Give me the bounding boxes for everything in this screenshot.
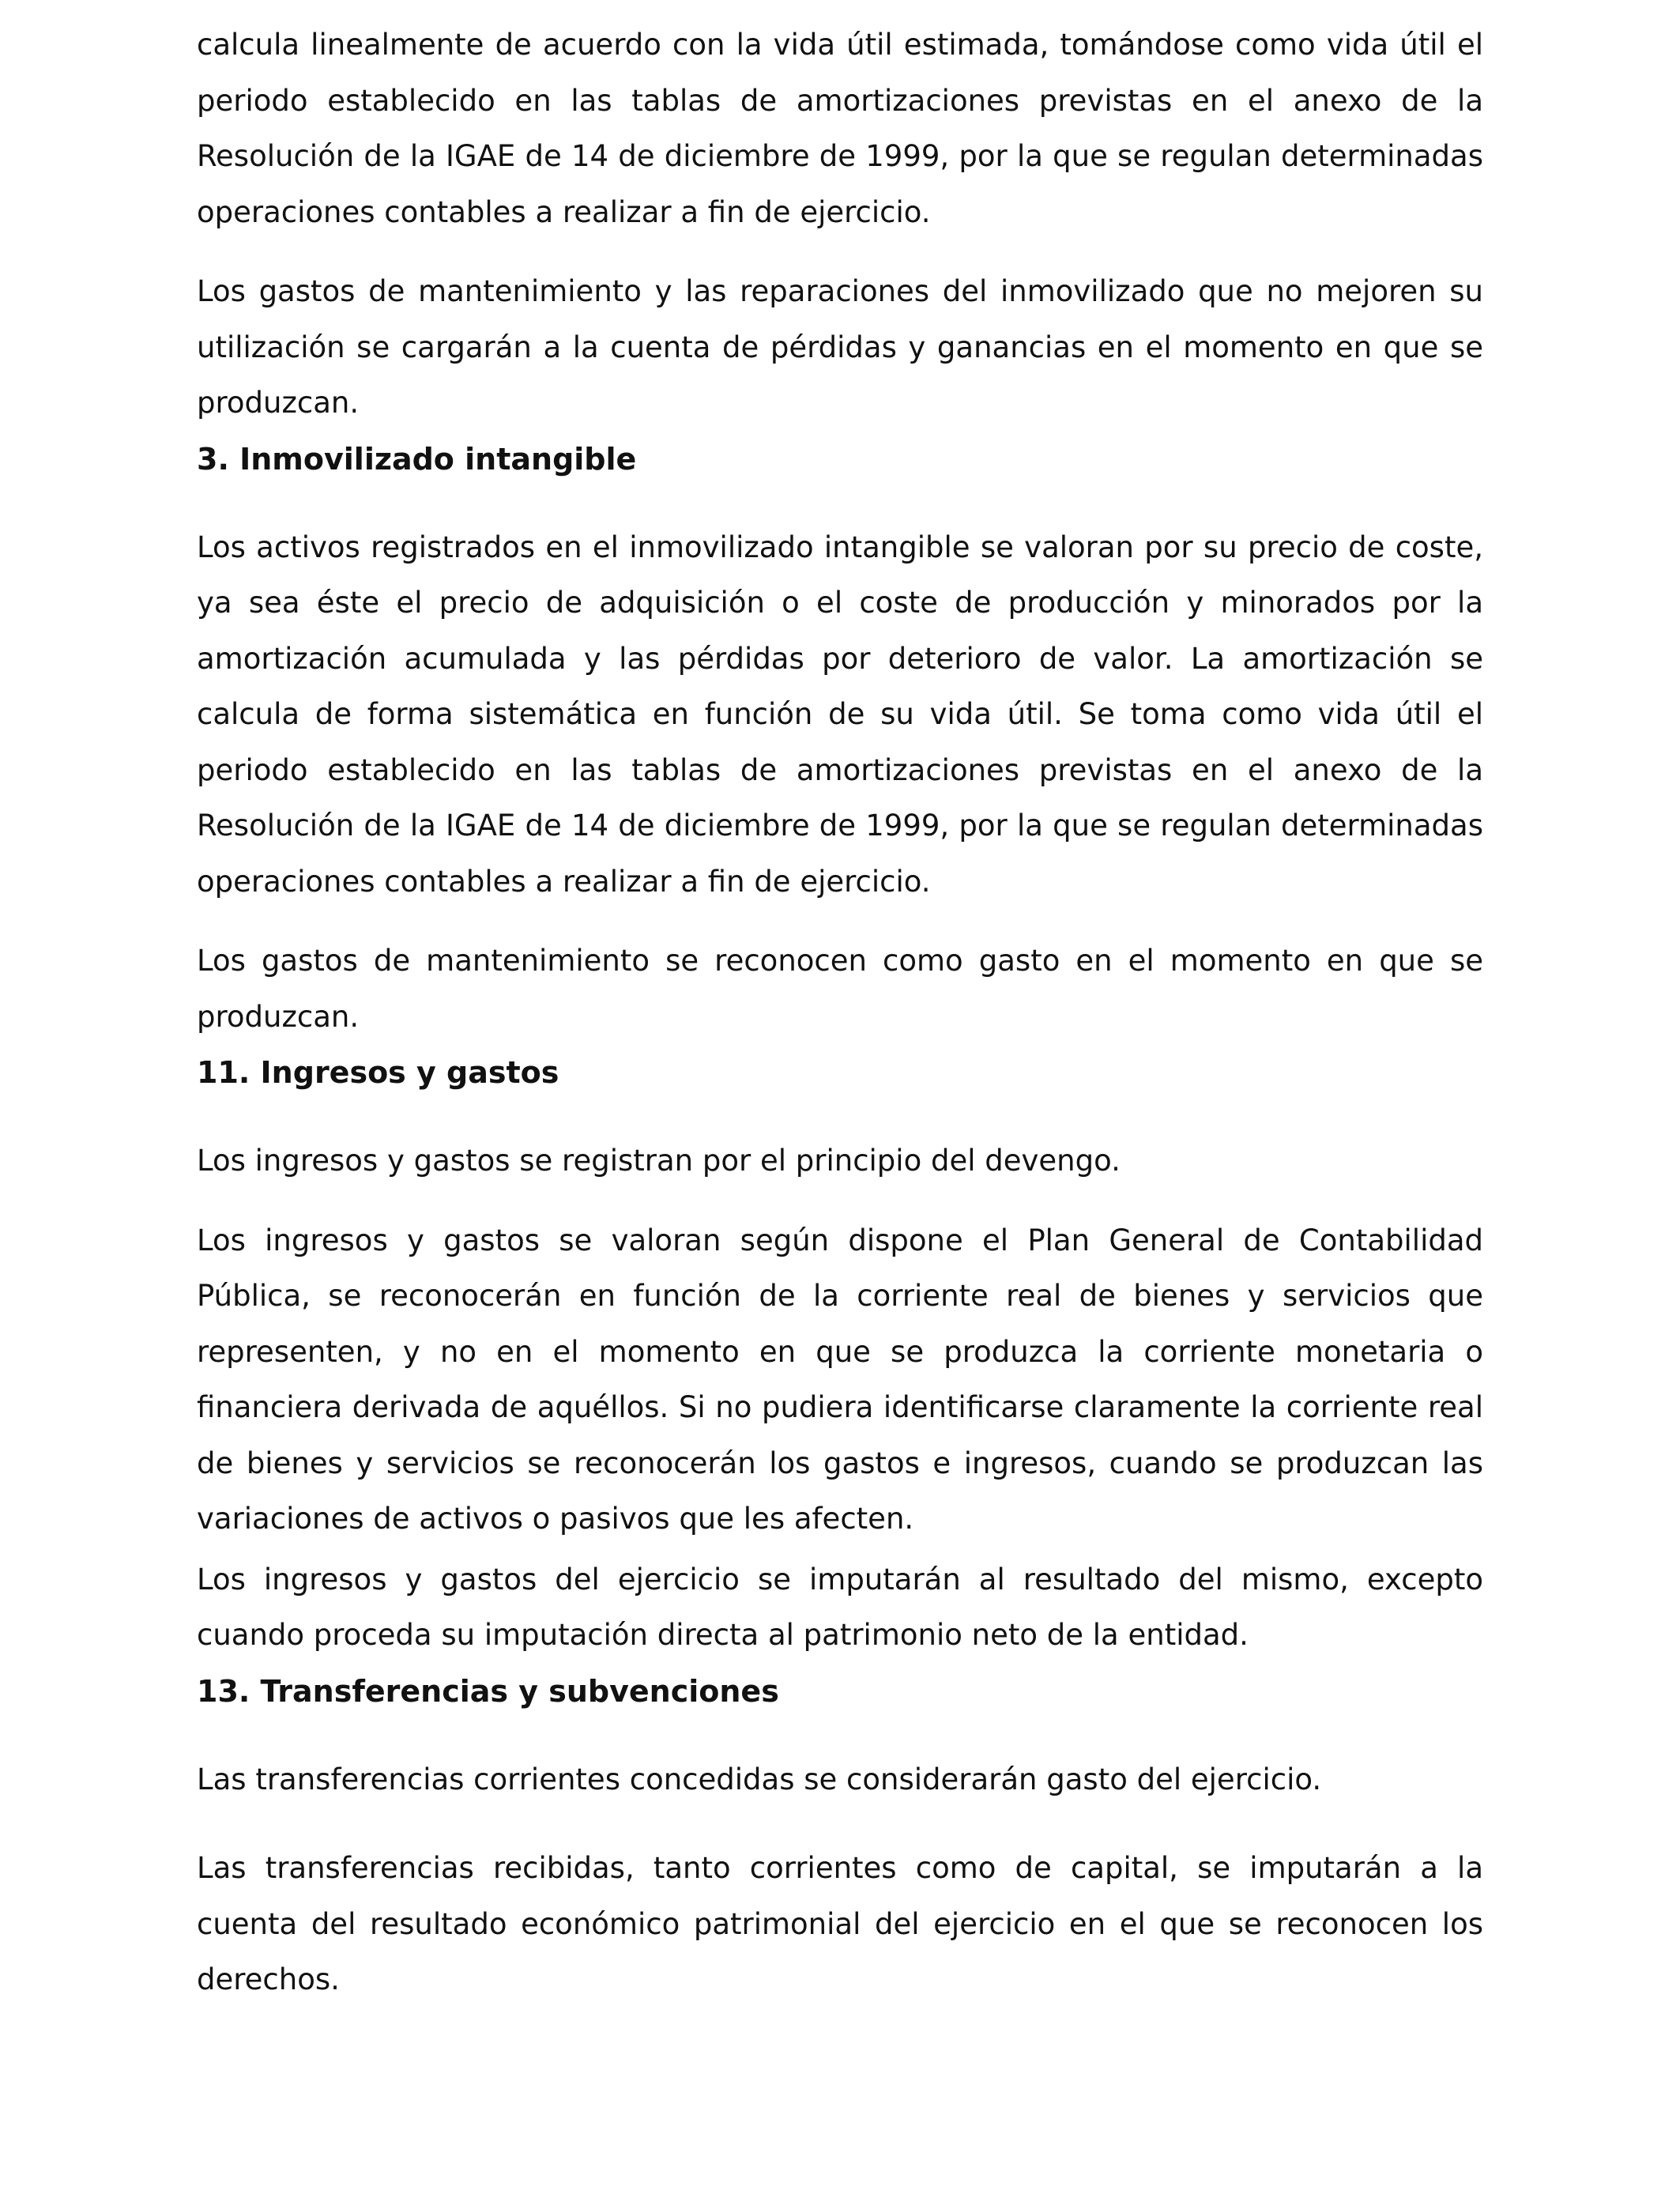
paragraph-accrual-principle: Los ingresos y gastos se registran por el principio del devengo.	[197, 1144, 1121, 1178]
paragraph-maintenance-tangible: Los gastos de mantenimiento y las reparaciones del inmovilizado que no mejoren su utilización se cargarán a la cuenta de pérdidas y ganancias en el momento en que se produzcan.	[197, 274, 1483, 420]
paragraph-received-transfers: Las transferencias recibidas, tanto corrientes como de capital, se imputarán a la cuenta del resultado económico patrimonial del ejercicio en el que se reconocen los derechos.	[197, 1851, 1483, 1996]
heading-transfers-subsidies: 13. Transferencias y subvenciones	[197, 1673, 779, 1709]
paragraph-current-transfers: Las transferencias corrientes concedidas se considerarán gasto del ejercicio.	[197, 1762, 1322, 1796]
paragraph-income-imputation: Los ingresos y gastos del ejercicio se imputarán al resultado del mismo, excepto cuando proceda su imputación directa al patrimonio neto de la entidad.	[197, 1562, 1483, 1652]
heading-intangible-assets: 3. Inmovilizado intangible	[197, 441, 637, 477]
paragraph-depreciation: calcula linealmente de acuerdo con la vida útil estimada, tomándose como vida útil el periodo establecido en las tablas de amortizaciones previstas en el anexo de la Resolución de la IGAE de 14 de diciembre de 1999, por la que se regulan determinadas operaciones contables a realizar a fin de ejercicio.	[197, 28, 1483, 229]
heading-income-expenses: 11. Ingresos y gastos	[197, 1055, 559, 1090]
paragraph-intangible-valuation: Los activos registrados en el inmovilizado intangible se valoran por su precio de coste, ya sea éste el precio de adquisición o el coste de producción y minorados por la amortización acumulada y las pérdidas por deterioro de valor. La amortización se calcula de forma sistemática en función de su vida útil. Se toma como vida útil el periodo establecido en las tablas de amortizaciones previstas en el anexo de la Resolución de la IGAE de 14 de diciembre de 1999, por la que se regulan determinadas operaciones contables a realizar a fin de ejercicio.	[197, 530, 1483, 899]
document-page	[197, 17, 1483, 2008]
paragraph-income-valuation: Los ingresos y gastos se valoran según dispone el Plan General de Contabilidad Pública, se reconocerán en función de la corriente real de bienes y servicios que representen, y no en el momento en que se produzca la corriente monetaria o financiera derivada de aquéllos. Si no pudiera identificarse claramente la corriente real de bienes y servicios se reconocerán los gastos e ingresos, cuando se produzcan las variaciones de activos o pasivos que les afecten.	[197, 1223, 1483, 1536]
paragraph-maintenance-intangible: Los gastos de mantenimiento se reconocen como gasto en el momento en que se produzcan.	[197, 944, 1483, 1034]
